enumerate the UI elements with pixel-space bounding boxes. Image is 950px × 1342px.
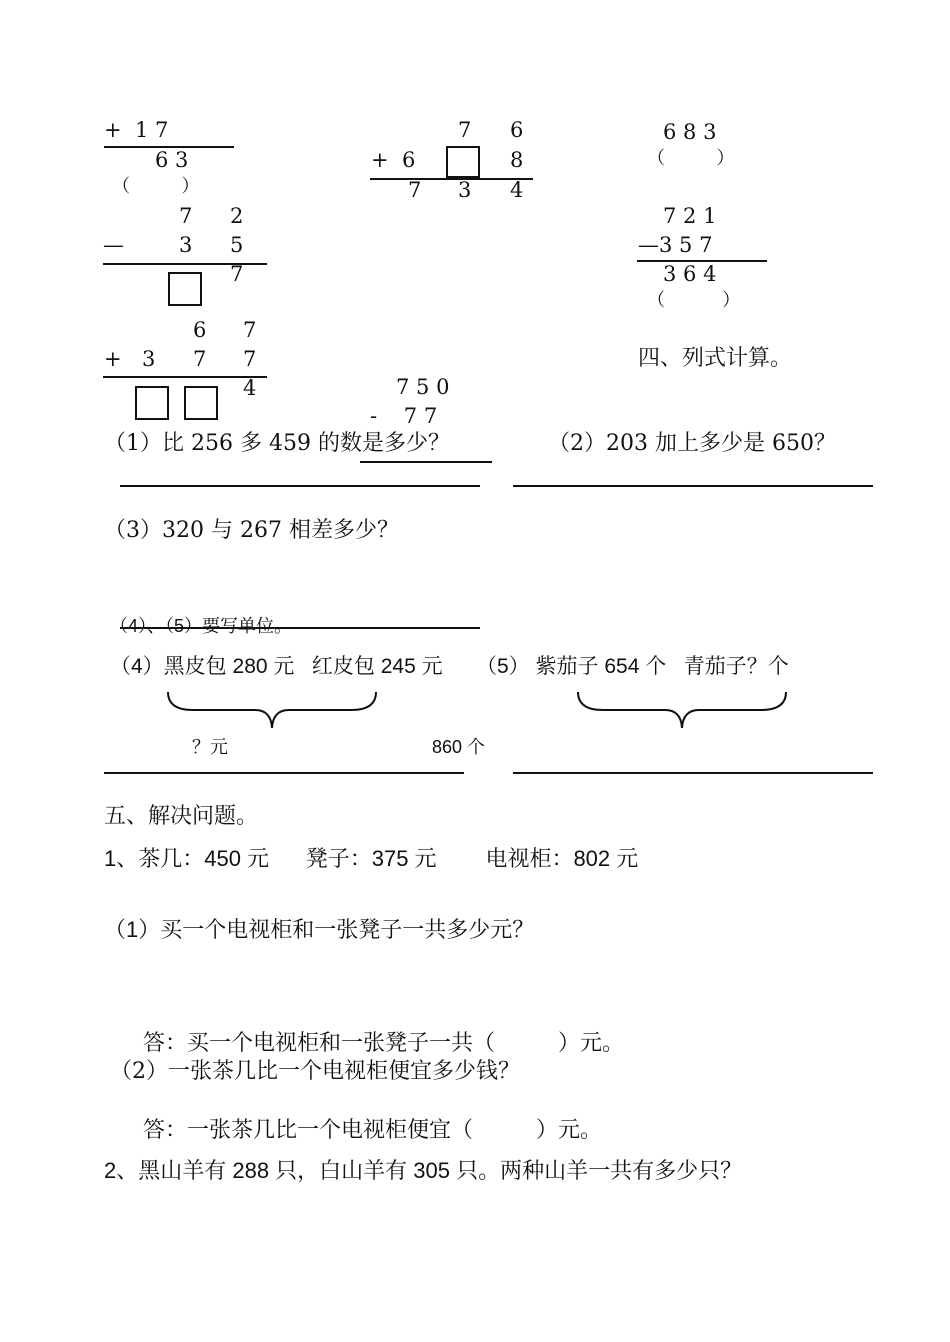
problem-1-prices: 1、茶几：450 元 凳子：375 元 电视柜：802 元: [104, 846, 639, 871]
calc-e-row3: 3 6 4: [663, 262, 717, 286]
section4-title: 四、列式计算。: [638, 346, 793, 371]
calc-d-digit: 2: [230, 204, 244, 228]
answer-line-4[interactable]: [104, 772, 464, 774]
curly-brace-icon: [575, 690, 790, 732]
calc-c-row1: 6 8 3: [663, 120, 717, 144]
calc-b-digit: 6: [510, 118, 524, 142]
problem-1-question-1: （1）买一个电视柜和一张凳子一共多少元？: [104, 917, 535, 942]
calc-b-digit: 3: [458, 178, 472, 202]
calc-d-blank-box[interactable]: [168, 272, 202, 306]
problem-2: 2、黑山羊有 288 只，白山羊有 305 只。两种山羊一共有多少只？: [104, 1158, 743, 1183]
calc-e-answer-paren: （ ）: [647, 290, 741, 311]
calc-d-digit: 7: [230, 262, 244, 286]
calc-f-plus: +: [104, 347, 122, 371]
calc-e-row1: 7 2 1: [663, 204, 717, 228]
calc-f-digit: 3: [142, 347, 156, 371]
calc-b-digit: 7: [458, 118, 472, 142]
calc-f-digit: 4: [243, 376, 257, 400]
calc-f-digit: 7: [243, 347, 257, 371]
section5-title: 五、解决问题。: [104, 804, 259, 829]
calc-d-minus: —: [103, 233, 124, 257]
calc-d-digit: 7: [179, 204, 193, 228]
calc-g-line: [360, 461, 492, 463]
calc-a-answer-paren: （ ）: [112, 176, 200, 197]
calc-b-digit: 8: [510, 148, 524, 172]
calc-g-row2: - 7 7: [370, 404, 438, 428]
answer-line-5[interactable]: [513, 772, 873, 774]
question-3: （3）320 与 267 相差多少？: [104, 518, 399, 543]
answer-line-1[interactable]: [120, 485, 480, 487]
problem-1-answer-1: 答：买一个电视柜和一张凳子一共（ ）元。: [143, 1031, 624, 1056]
calc-a-row2: 6 3: [155, 148, 189, 172]
question-5-total: 860 个: [432, 737, 486, 757]
question-4-label: （4）黑皮包 280 元 红皮包 245 元: [110, 655, 443, 678]
calc-e-row2: —3 5 7: [638, 233, 713, 257]
answer-line-3[interactable]: [120, 627, 480, 629]
calc-b-digit: 7: [408, 178, 422, 202]
calc-f-blank-box[interactable]: [135, 386, 169, 420]
calc-d-digit: 5: [230, 233, 244, 257]
calc-f-digit: 7: [243, 318, 257, 342]
calc-f-digit: 6: [193, 318, 207, 342]
question-1: （1）比 256 多 459 的数是多少？: [104, 431, 450, 456]
calc-g-row1: 7 5 0: [396, 375, 450, 399]
units-note: （4）、（5）要写单位。: [110, 616, 293, 636]
question-2: （2）203 加上多少是 650？: [548, 431, 836, 456]
calc-d-digit: 3: [179, 233, 193, 257]
calc-f-blank-box[interactable]: [184, 386, 218, 420]
problem-1-answer-2: 答：一张茶几比一个电视柜便宜（ ）元。: [143, 1118, 602, 1143]
question-4-total: ？元: [192, 737, 228, 757]
curly-brace-icon: [165, 690, 380, 732]
calc-b-digit: + 6: [371, 148, 416, 172]
answer-line-2[interactable]: [513, 485, 873, 487]
calc-b-digit: 4: [510, 178, 524, 202]
calc-a-row1: + 1 7: [104, 118, 169, 142]
calc-b-blank-box[interactable]: [446, 146, 480, 178]
problem-1-question-2: （2）一张茶几比一个电视柜便宜多少钱？: [110, 1059, 520, 1084]
calc-c-answer-paren: （ ）: [647, 148, 735, 169]
calc-b-line: [370, 178, 533, 180]
question-5-label: （5） 紫茄子 654 个 青茄子？个: [476, 655, 789, 678]
calc-f-digit: 7: [193, 347, 207, 371]
